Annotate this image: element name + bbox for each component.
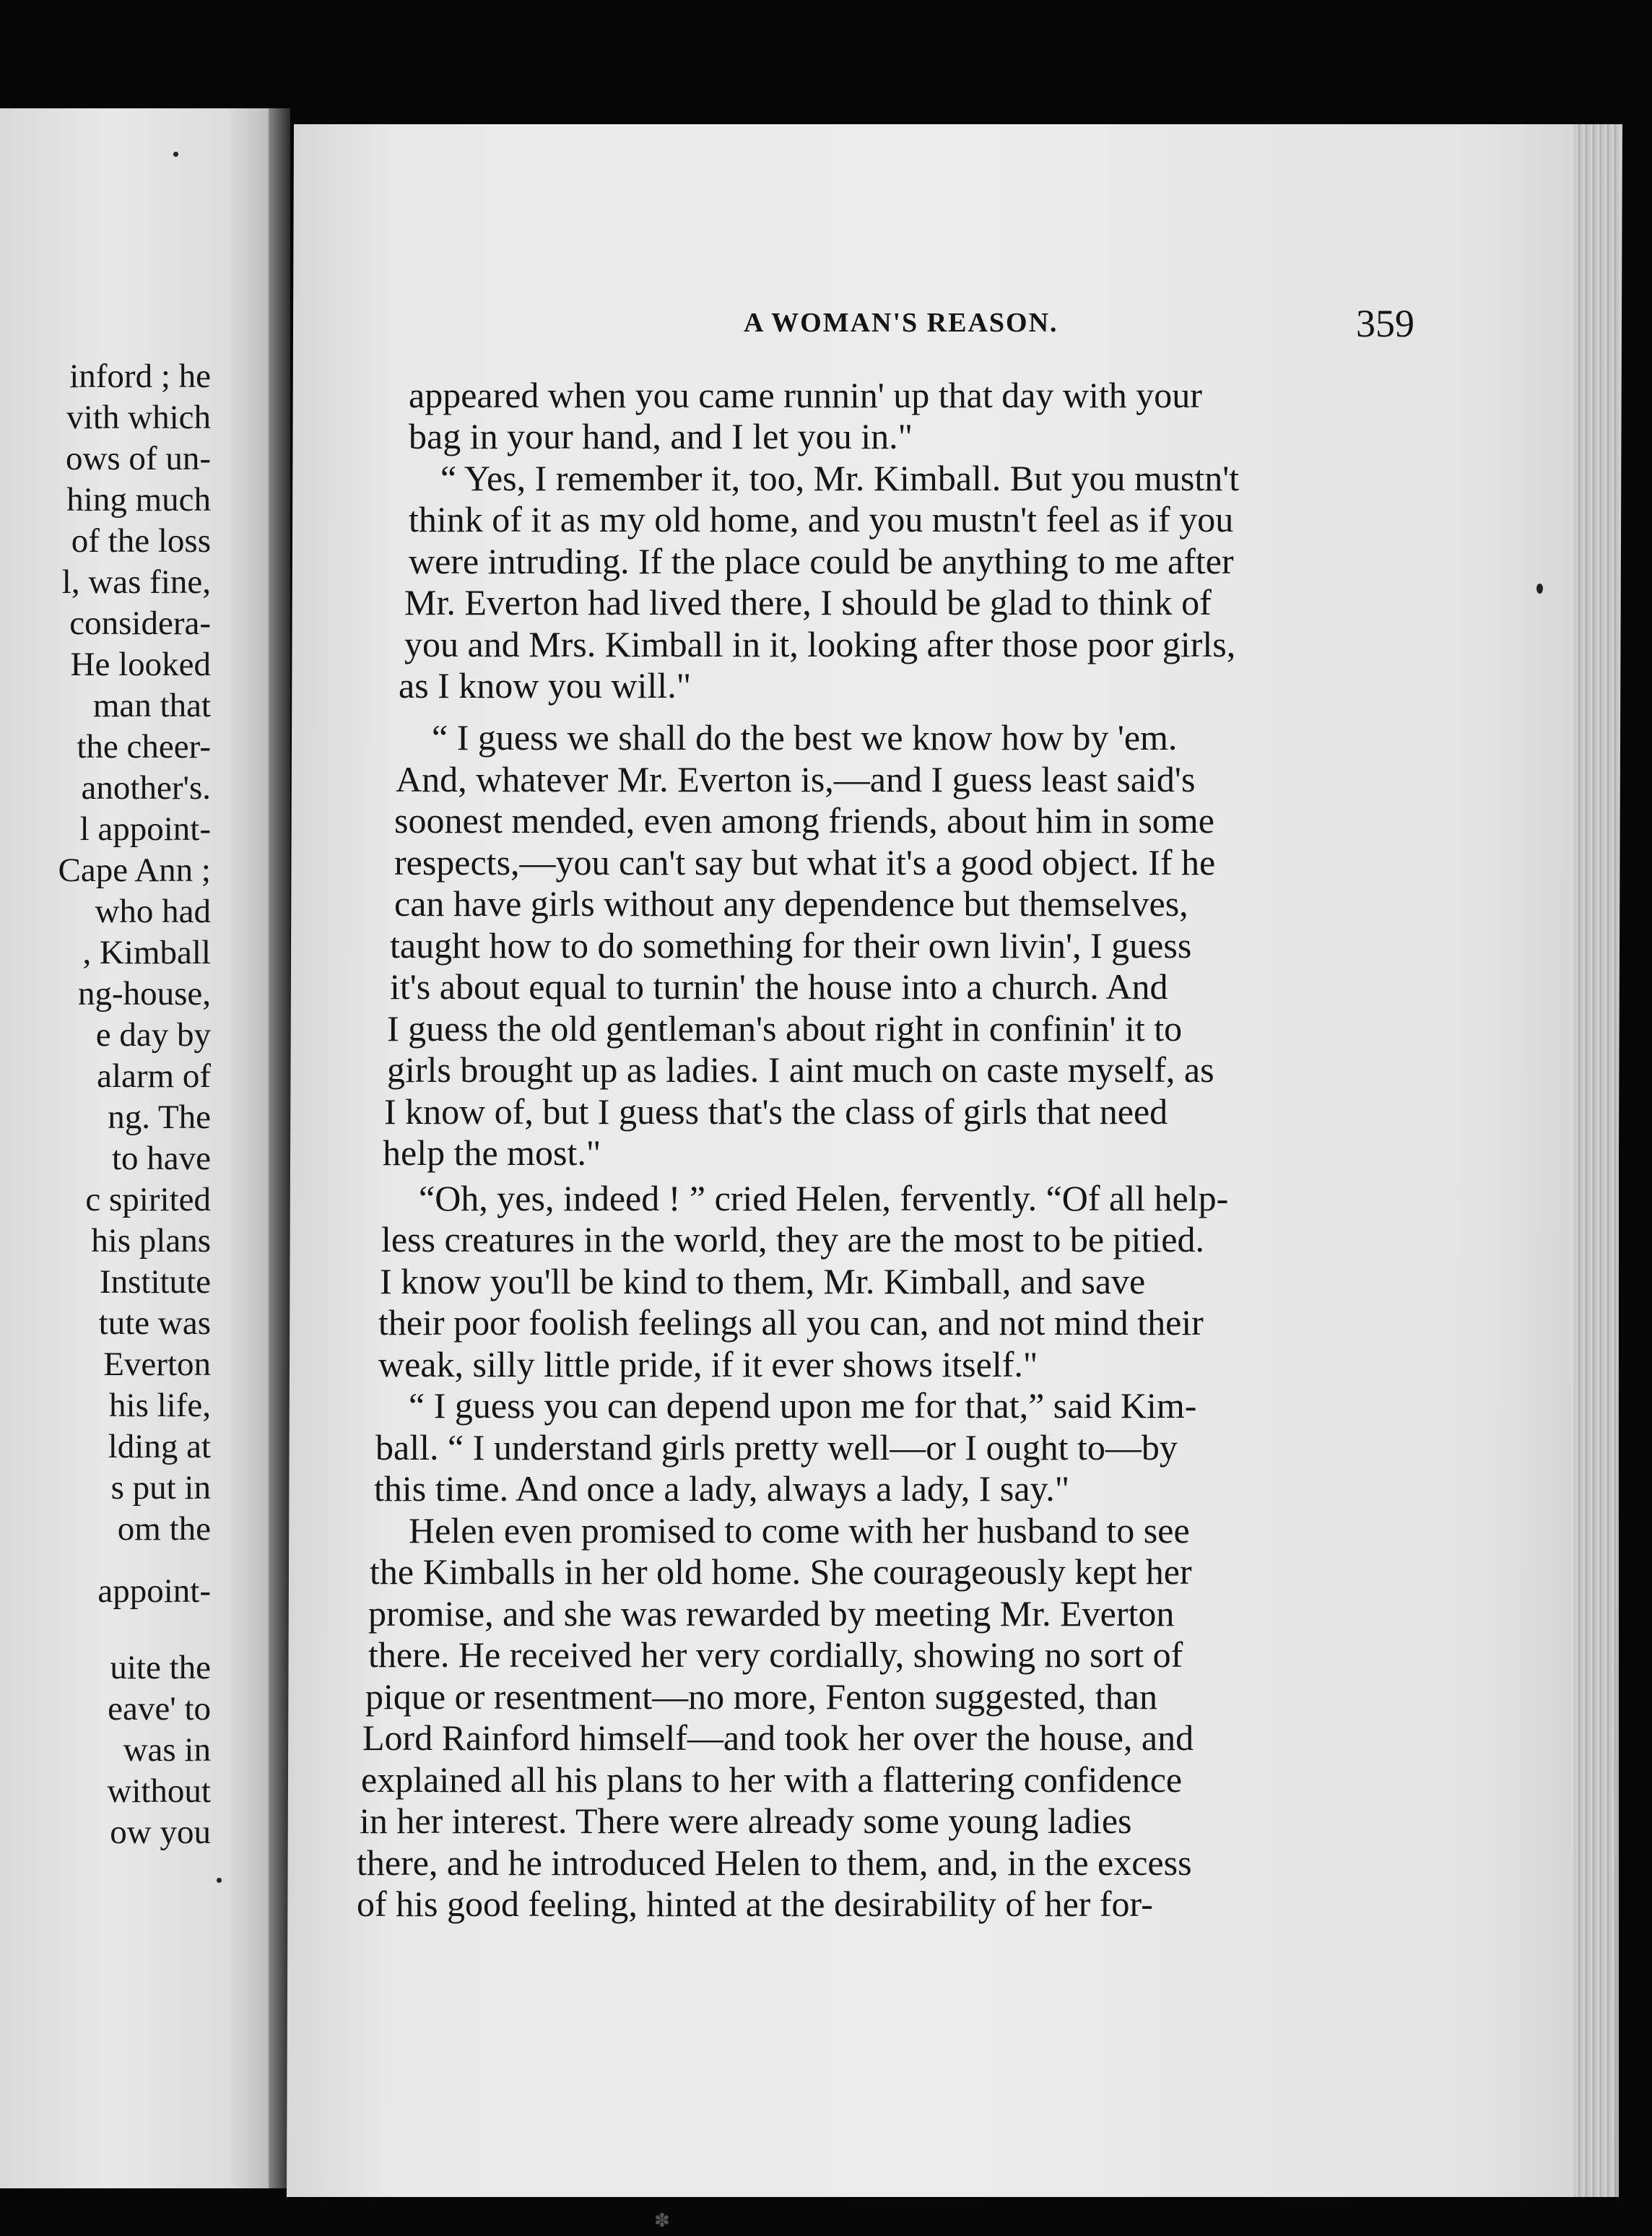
left-page-line: ow you — [110, 1814, 211, 1851]
left-page-line: s put in — [110, 1469, 211, 1507]
body-line: promise, and she was rewarded by meeting Mr. Everton — [368, 1593, 1175, 1634]
left-page-line: e day by — [95, 1016, 211, 1054]
left-page-fragment — [0, 108, 269, 2188]
left-page-line: man that — [92, 687, 211, 724]
left-page-line: hing much — [66, 481, 211, 519]
body-line: as I know you will." — [399, 665, 692, 706]
dust-speck — [173, 152, 178, 157]
running-head — [0, 302, 1652, 350]
left-page-line: appoint- — [97, 1572, 211, 1610]
body-line: Helen even promised to come with her husband to see — [409, 1510, 1190, 1551]
body-line: “Oh, yes, indeed ! ” cried Helen, fervently. “Of all help- — [419, 1178, 1229, 1218]
body-line: pique or resentment—no more, Fenton suggested, than — [365, 1676, 1157, 1717]
body-line: “ Yes, I remember it, too, Mr. Kimball. But you mustn't — [440, 458, 1240, 498]
left-page-line: his life, — [109, 1387, 211, 1424]
body-line: appeared when you came runnin' up that day with your — [409, 375, 1202, 415]
left-page-line: ows of un- — [65, 440, 211, 477]
body-line: “ I guess you can depend upon me for that,” said Kim- — [409, 1385, 1197, 1426]
left-page-line: who had — [95, 893, 211, 930]
body-line: their poor foolish feelings all you can, and not mind their — [378, 1302, 1204, 1343]
spine-shadow — [269, 108, 290, 2188]
left-page-line: was in — [123, 1731, 211, 1769]
body-line: girls brought up as ladies. I aint much on caste myself, as — [387, 1049, 1214, 1090]
body-line: of his good feeling, hinted at the desirability of her for- — [357, 1884, 1153, 1924]
left-page-line: uite the — [110, 1649, 211, 1686]
body-line: “ I guess we shall do the best we know how by 'em. — [432, 717, 1178, 758]
body-line: taught how to do something for their own livin', I guess — [390, 925, 1192, 966]
left-page-line: his plans — [91, 1222, 211, 1260]
body-line: I know of, but I guess that's the class of girls that need — [384, 1091, 1168, 1132]
body-line: were intruding. If the place could be anything to me after — [409, 541, 1234, 581]
body-line: soonest mended, even among friends, about him in some — [394, 800, 1214, 841]
body-line: weak, silly little pride, if it ever shows itself." — [378, 1344, 1038, 1384]
body-line: ball. “ I understand girls pretty well—or I ought to—by — [375, 1427, 1178, 1468]
body-line: it's about equal to turnin' the house into a church. And — [390, 966, 1168, 1007]
left-page-line: ng-house, — [77, 975, 211, 1013]
left-page-line: , Kimball — [82, 934, 211, 971]
left-page-line: without — [107, 1772, 211, 1810]
body-line: you and Mrs. Kimball in it, looking after those poor girls, — [404, 624, 1236, 664]
body-line: less creatures in the world, they are the most to be pitied. — [381, 1219, 1204, 1260]
left-page-line: c spirited — [85, 1181, 211, 1218]
body-line: And, whatever Mr. Everton is,—and I guess least said's — [396, 759, 1196, 800]
left-page-line: ng. The — [108, 1098, 211, 1136]
page-number: 359 — [1356, 302, 1414, 345]
left-page-line: considera- — [69, 604, 211, 642]
left-page-line: another's. — [81, 769, 211, 807]
left-page-line: om the — [117, 1510, 211, 1548]
body-line: bag in your hand, and I let you in." — [409, 416, 913, 456]
running-title: A WOMAN'S REASON. — [744, 308, 1058, 338]
body-line: help the most." — [383, 1132, 601, 1173]
body-line: in her interest. There were already some young ladies — [360, 1800, 1132, 1841]
body-line: I know you'll be kind to them, Mr. Kimball, and save — [380, 1261, 1146, 1301]
body-line: can have girls without any dependence but themselves, — [394, 883, 1188, 924]
left-page-line: alarm of — [97, 1057, 211, 1095]
body-line: respects,—you can't say but what it's a good object. If he — [394, 842, 1216, 883]
dust-speck — [217, 1878, 222, 1883]
left-page-line: vith which — [66, 399, 211, 436]
body-line: the Kimballs in her old home. She courageously kept her — [370, 1551, 1192, 1592]
left-page-line: l appoint- — [79, 810, 211, 848]
body-line: explained all his plans to her with a flattering confidence — [361, 1759, 1183, 1800]
ink-mark — [1536, 584, 1543, 594]
left-page-line: l, was fine, — [61, 563, 211, 601]
left-page-line: Cape Ann ; — [58, 852, 211, 889]
body-line: think of it as my old home, and you mustn't feel as if you — [409, 499, 1234, 540]
left-page-line: the cheer- — [77, 728, 211, 766]
left-page-line: eave' to — [108, 1690, 211, 1728]
body-line: I guess the old gentleman's about right in confinin' it to — [387, 1008, 1183, 1049]
left-page-line: inford ; he — [69, 358, 211, 395]
left-page-line: tute was — [98, 1304, 211, 1342]
body-line: Mr. Everton had lived there, I should be glad to think of — [404, 582, 1212, 623]
left-page-line: of the loss — [71, 522, 211, 560]
body-line: this time. And once a lady, always a lady, I say." — [374, 1468, 1070, 1509]
left-page-line: to have — [111, 1140, 211, 1177]
body-line: there. He received her very cordially, showing no sort of — [368, 1634, 1183, 1675]
scan-artifact: ✽ — [654, 2210, 670, 2232]
page-edges — [1574, 124, 1619, 2197]
body-line: there, and he introduced Helen to them, and, in the excess — [357, 1842, 1192, 1883]
left-page-line: He looked — [70, 646, 211, 683]
left-page-line: Everton — [103, 1346, 211, 1383]
body-line: Lord Rainford himself—and took her over the house, and — [362, 1717, 1194, 1758]
left-page-line: lding at — [108, 1428, 211, 1465]
left-page-line: Institute — [99, 1263, 211, 1301]
